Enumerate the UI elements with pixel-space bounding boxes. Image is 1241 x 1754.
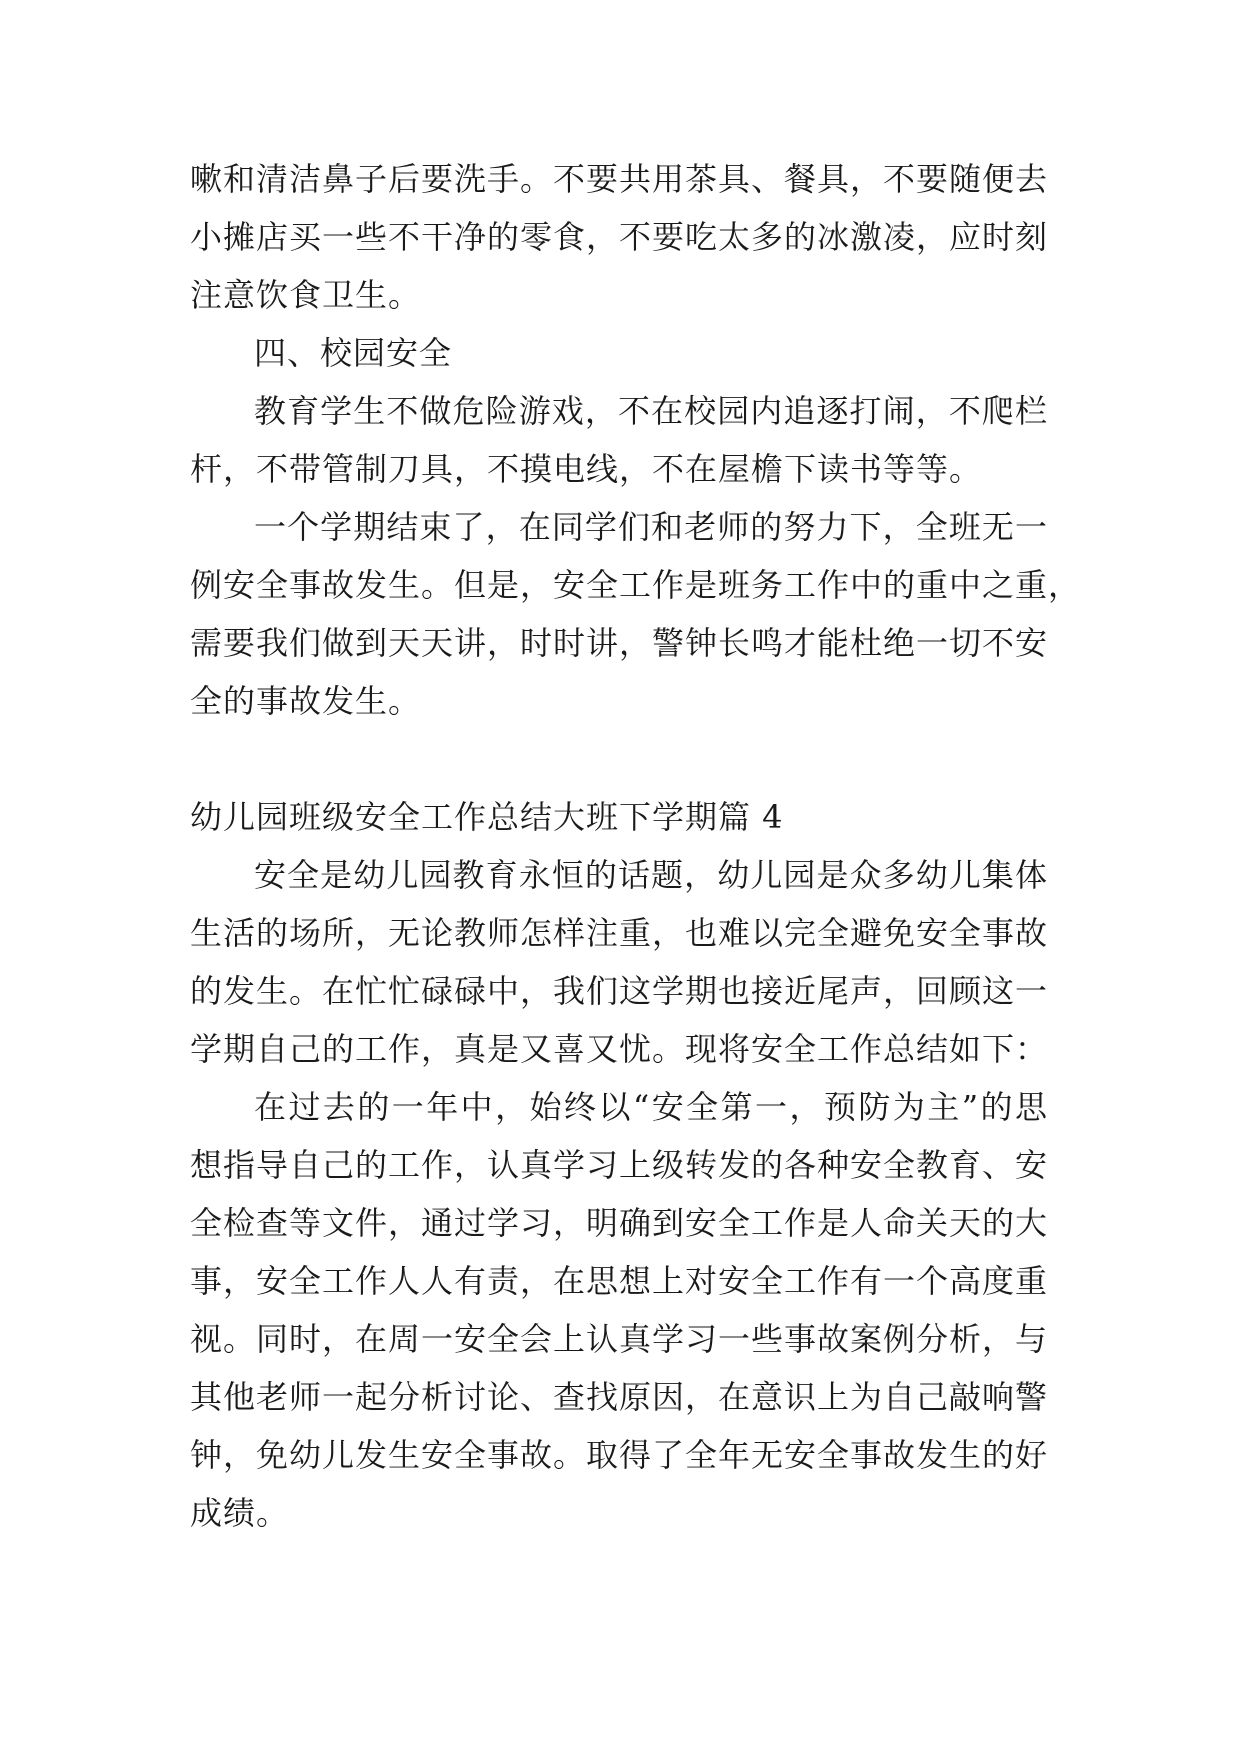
text-line: 成绩。 bbox=[190, 1494, 290, 1532]
text-line: 例安全事故发生。但是，安全工作是班务工作中的重中之重， bbox=[190, 566, 1082, 604]
paragraph-summary bbox=[190, 1078, 1048, 1542]
text-line: 一个学期结束了，在同学们和老师的努力下，全班无一 bbox=[254, 508, 1048, 546]
section-spacer bbox=[190, 730, 1048, 788]
text-line: 学期自己的工作，真是又喜又忧。现将安全工作总结如下： bbox=[190, 1030, 1049, 1068]
text-line: 在过去的一年中，始终以“安全第一，预防为主”的思 bbox=[254, 1088, 1048, 1126]
text-line: 视。同时，在周一安全会上认真学习一些事故案例分析，与 bbox=[190, 1320, 1049, 1358]
paragraph-closing bbox=[190, 498, 1082, 730]
text-line: 杆，不带管制刀具，不摸电线，不在屋檐下读书等等。 bbox=[190, 450, 983, 488]
paragraph-intro bbox=[190, 846, 1048, 1078]
text-line: 注意饮食卫生。 bbox=[190, 276, 422, 314]
text-line: 小摊店买一些不干净的零食，不要吃太多的冰激凌，应时刻 bbox=[190, 218, 1049, 256]
text-line: 钟，免幼儿发生安全事故。取得了全年无安全事故发生的好 bbox=[190, 1436, 1049, 1474]
text-line: 全的事故发生。 bbox=[190, 682, 422, 720]
text-line: 安全是幼儿园教育永恒的话题，幼儿园是众多幼儿集体 bbox=[254, 856, 1048, 894]
text-line: 全检查等文件，通过学习，明确到安全工作是人命关天的大 bbox=[190, 1204, 1049, 1242]
text-line: 想指导自己的工作，认真学习上级转发的各种安全教育、安 bbox=[190, 1146, 1049, 1184]
text-line: 其他老师一起分析讨论、查找原因，在意识上为自己敲响警 bbox=[190, 1378, 1049, 1416]
text-line: 教育学生不做危险游戏，不在校园内追逐打闹，不爬栏 bbox=[254, 392, 1048, 430]
paragraph-campus-safety bbox=[190, 382, 1048, 498]
article-title: 幼儿园班级安全工作总结大班下学期篇 4 bbox=[190, 798, 784, 836]
document-page bbox=[190, 150, 1082, 1542]
text-line: 生活的场所，无论教师怎样注重，也难以完全避免安全事故 bbox=[190, 914, 1049, 952]
text-line: 需要我们做到天天讲，时时讲，警钟长鸣才能杜绝一切不安 bbox=[190, 624, 1049, 662]
text-line: 事，安全工作人人有责，在思想上对安全工作有一个高度重 bbox=[190, 1262, 1049, 1300]
paragraph-continuation bbox=[190, 150, 1048, 324]
section-heading: 四、校园安全 bbox=[254, 334, 453, 372]
text-line: 的发生。在忙忙碌碌中，我们这学期也接近尾声，回顾这一 bbox=[190, 972, 1049, 1010]
text-line: 嗽和清洁鼻子后要洗手。不要共用茶具、餐具，不要随便去 bbox=[190, 160, 1049, 198]
